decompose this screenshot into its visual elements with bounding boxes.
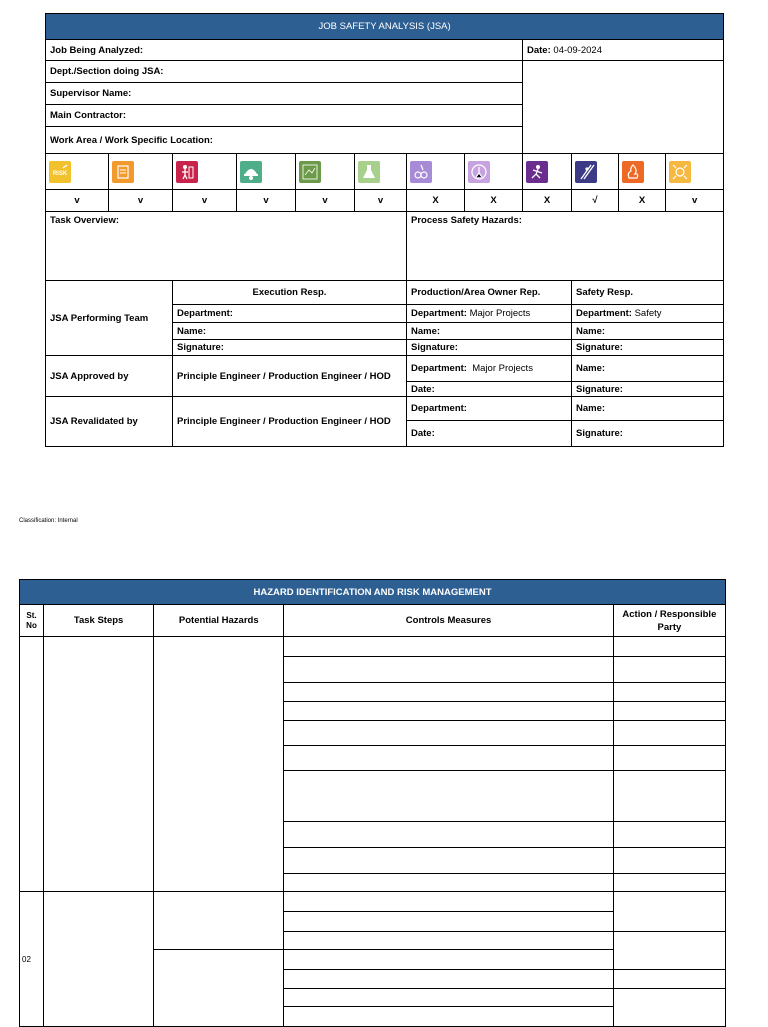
approved-signature-field[interactable]: Signature:	[572, 382, 724, 397]
safety-signature-field[interactable]: Signature:	[572, 340, 724, 356]
hazard-icon-cell	[109, 154, 173, 190]
ppe-helmet-icon	[240, 161, 262, 183]
production-rep-header: Production/Area Owner Rep.	[407, 281, 572, 305]
action-cell[interactable]	[613, 892, 725, 932]
hazard-cell[interactable]	[154, 950, 284, 1027]
safety-department-field[interactable]: Department: Safety	[572, 305, 724, 323]
action-cell[interactable]	[613, 970, 725, 989]
hazard-mark-cell[interactable]: X	[465, 190, 523, 212]
col-action-header: Action / Responsible Party	[613, 605, 725, 637]
date-side-blank	[523, 61, 724, 154]
jsa-table	[45, 13, 724, 447]
prod-signature-field[interactable]: Signature:	[407, 340, 572, 356]
hazard-icon-cell	[465, 154, 523, 190]
risk-icon	[49, 161, 71, 183]
work-area-field[interactable]: Work Area / Work Specific Location:	[46, 127, 523, 154]
svg-text:RISK: RISK	[52, 170, 68, 177]
confined-space-icon	[176, 161, 198, 183]
col-potential-hazards-header: Potential Hazards	[154, 605, 284, 637]
prod-department-field[interactable]: Department: Major Projects	[407, 305, 572, 323]
approved-by-label: JSA Approved by	[46, 356, 173, 397]
hazard-mark-row	[46, 190, 724, 212]
lifting-icon	[468, 161, 490, 183]
energy-isolation-icon	[669, 161, 691, 183]
action-cell[interactable]	[613, 746, 725, 771]
hazard-mark-cell[interactable]: v	[237, 190, 296, 212]
revalidated-name-field[interactable]: Name:	[572, 397, 724, 421]
action-cell[interactable]	[613, 683, 725, 702]
dept-section-field[interactable]: Dept./Section doing JSA:	[46, 61, 523, 83]
approved-role: Principle Engineer / Production Engineer / HOD	[173, 356, 407, 397]
excavation-icon	[526, 161, 548, 183]
action-cell[interactable]	[613, 721, 725, 746]
sno-cell-02[interactable]: 02	[20, 892, 44, 1027]
col-task-steps-header: Task Steps	[44, 605, 154, 637]
hazard-mark-cell[interactable]: √	[572, 190, 619, 212]
hazard-icon-cell	[173, 154, 237, 190]
action-cell[interactable]	[613, 637, 725, 657]
col-controls-header: Controls Measures	[284, 605, 613, 637]
table-row	[20, 637, 726, 657]
control-cell[interactable]	[284, 950, 613, 970]
hazard-icon-cell	[619, 154, 666, 190]
action-cell[interactable]	[613, 657, 725, 683]
control-cell[interactable]	[284, 912, 613, 932]
task-overview-field[interactable]: Task Overview:	[46, 212, 407, 281]
supervisor-field[interactable]: Supervisor Name:	[46, 83, 523, 105]
revalidated-signature-field[interactable]: Signature:	[572, 421, 724, 447]
action-cell[interactable]	[613, 822, 725, 848]
chemical-icon	[358, 161, 380, 183]
hazard-icon-cell	[523, 154, 572, 190]
action-cell[interactable]	[613, 771, 725, 822]
hazard-cell[interactable]	[154, 892, 284, 950]
hazard-mark-cell[interactable]: v	[173, 190, 237, 212]
contractor-field[interactable]: Main Contractor:	[46, 105, 523, 127]
hazard-mark-cell[interactable]: v	[46, 190, 109, 212]
task-step-cell[interactable]	[44, 637, 154, 892]
hazard-mark-cell[interactable]: v	[355, 190, 407, 212]
safety-name-field[interactable]: Name:	[572, 323, 724, 340]
hazard-icon-cell	[407, 154, 465, 190]
plan-icon	[299, 161, 321, 183]
control-cell[interactable]	[284, 746, 613, 771]
control-cell[interactable]	[284, 721, 613, 746]
control-cell[interactable]	[284, 932, 613, 950]
hazard-mark-cell[interactable]: X	[619, 190, 666, 212]
sno-cell[interactable]	[20, 637, 44, 892]
exec-name-field[interactable]: Name:	[173, 323, 407, 340]
hazard-mark-cell[interactable]: v	[666, 190, 724, 212]
approved-name-field[interactable]: Name:	[572, 356, 724, 382]
control-cell[interactable]	[284, 702, 613, 721]
hazard-mark-cell[interactable]: X	[523, 190, 572, 212]
hazard-mark-cell[interactable]: X	[407, 190, 465, 212]
col-sno-header: St. No	[20, 605, 44, 637]
control-cell[interactable]	[284, 637, 613, 657]
revalidated-date-field[interactable]: Date:	[407, 421, 572, 447]
control-cell[interactable]	[284, 683, 613, 702]
hazard-icon-cell	[572, 154, 619, 190]
hazard-cell[interactable]	[154, 637, 284, 892]
control-cell[interactable]	[284, 874, 613, 892]
date-value: 04-09-2024	[553, 44, 603, 56]
hazard-mark-cell[interactable]: v	[296, 190, 355, 212]
jsa-title: JOB SAFETY ANALYSIS (JSA)	[46, 14, 724, 40]
hazard-icon-cell	[237, 154, 296, 190]
hazard-icon-cell	[46, 154, 109, 190]
revalidated-department-field[interactable]: Department:	[407, 397, 572, 421]
hot-work-icon	[622, 161, 644, 183]
control-cell[interactable]	[284, 822, 613, 848]
hirm-title: HAZARD IDENTIFICATION AND RISK MANAGEMENT	[20, 580, 726, 605]
exec-department-field[interactable]: Department:	[173, 305, 407, 323]
hazard-icon-cell	[355, 154, 407, 190]
control-cell[interactable]	[284, 848, 613, 874]
table-row	[20, 892, 726, 912]
hazard-icon-cell	[296, 154, 355, 190]
working-at-height-icon	[575, 161, 597, 183]
action-cell[interactable]	[613, 848, 725, 874]
exec-signature-field[interactable]: Signature:	[173, 340, 407, 356]
safety-resp-header: Safety Resp.	[572, 281, 724, 305]
date-field[interactable]: Date: 04-09-2024	[523, 40, 724, 61]
task-step-cell[interactable]	[44, 892, 154, 1027]
approved-date-field[interactable]: Date:	[407, 382, 572, 397]
control-cell[interactable]	[284, 892, 613, 912]
process-safety-hazards-field[interactable]: Process Safety Hazards:	[407, 212, 724, 281]
revalidated-role: Principle Engineer / Production Engineer / HOD	[173, 397, 407, 447]
control-cell[interactable]	[284, 970, 613, 989]
control-cell[interactable]	[284, 771, 613, 822]
control-cell[interactable]	[284, 989, 613, 1007]
action-cell[interactable]	[613, 989, 725, 1027]
performing-team-label: JSA Performing Team	[46, 281, 173, 356]
job-analyzed-field[interactable]: Job Being Analyzed:	[46, 40, 523, 61]
action-cell[interactable]	[613, 702, 725, 721]
action-cell[interactable]	[613, 932, 725, 970]
classification-label: Classification: Internal	[19, 518, 78, 524]
prod-name-field[interactable]: Name:	[407, 323, 572, 340]
execution-resp-header: Execution Resp.	[173, 281, 407, 305]
hazard-icon-cell	[666, 154, 724, 190]
gas-cylinder-icon	[410, 161, 432, 183]
action-cell[interactable]	[613, 874, 725, 892]
hazard-identification-table	[19, 579, 726, 1027]
hazard-mark-cell[interactable]: v	[109, 190, 173, 212]
permit-icon	[112, 161, 134, 183]
approved-department-field[interactable]: Department: Major Projects	[407, 356, 572, 382]
control-cell[interactable]	[284, 657, 613, 683]
hazard-icon-row	[46, 154, 724, 190]
revalidated-by-label: JSA Revalidated by	[46, 397, 173, 447]
